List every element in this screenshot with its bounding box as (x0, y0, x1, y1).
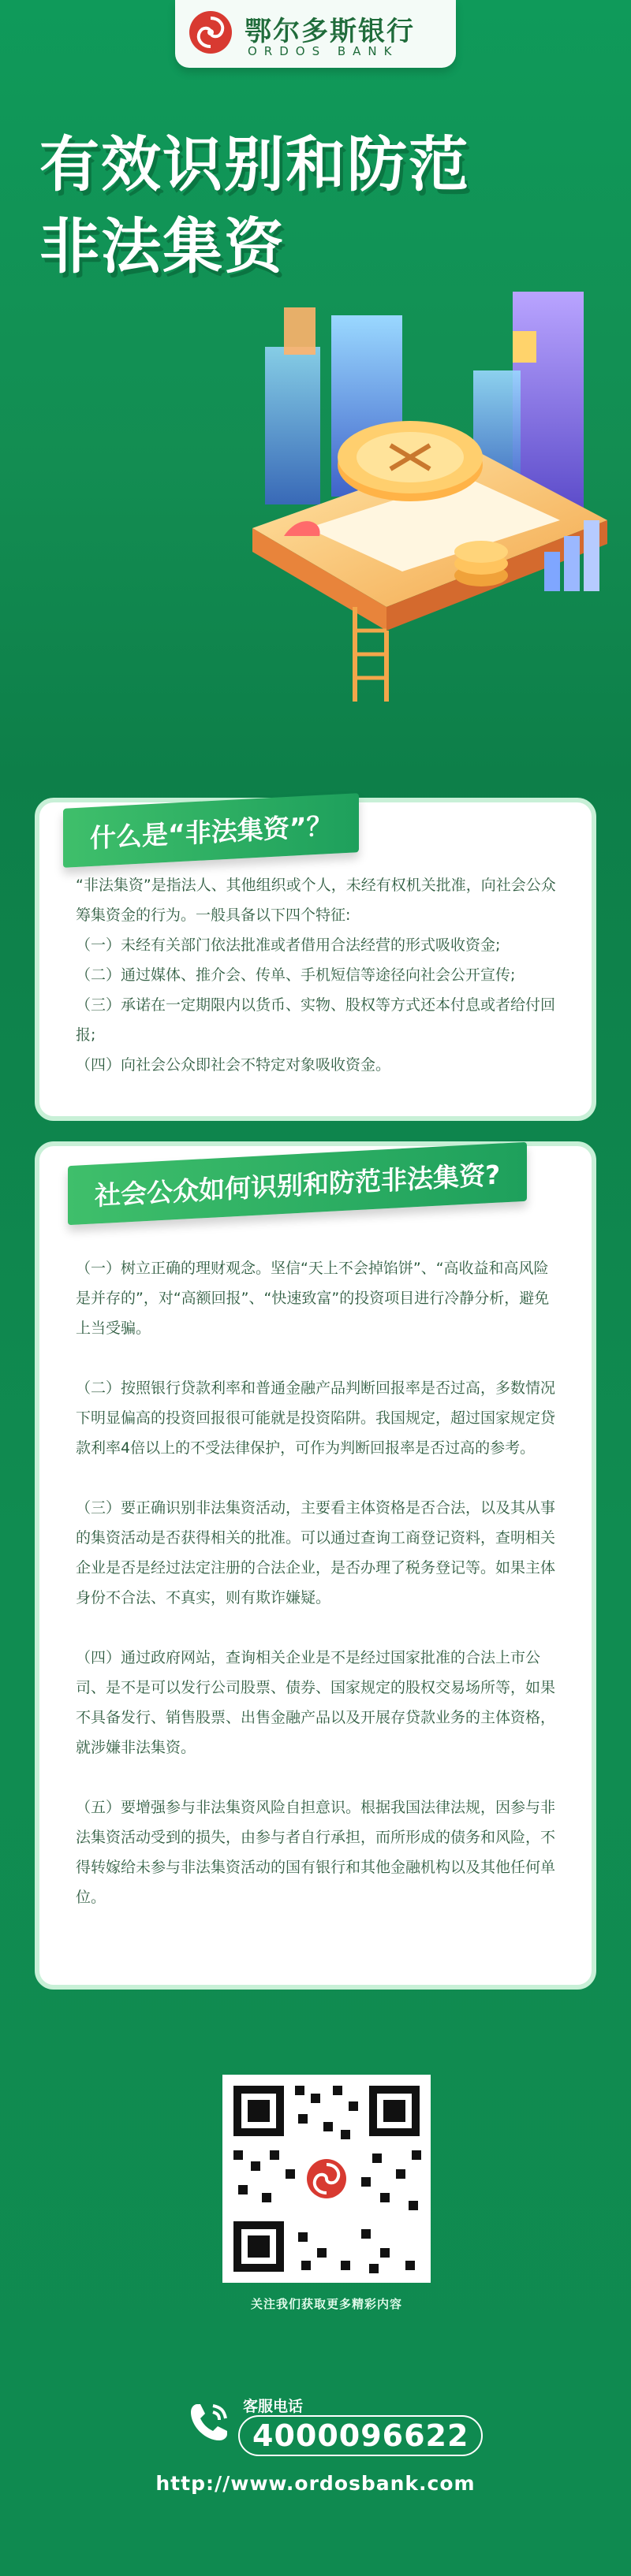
hotline-block[interactable] (186, 2393, 469, 2456)
section1-item: （三）承诺在一定期限内以货币、实物、股权等方式还本付息或者给付回报; (76, 996, 556, 1044)
section1-heading: 什么是“非法集资”？ (63, 793, 359, 868)
section1-paragraph: “非法集资”是指法人、其他组织或个人，未经有权机关批准，向社会公众筹集资金的行为。一般具备以下四个特征: (76, 877, 556, 924)
section2-paragraph: （四）通过政府网站，查询相关企业是不是经过国家批准的合法上市公司、是不是可以发行公司股票、债券、国家规定的股权交易场所等，如果不具备发行、销售股票、出售金融产品以及开展存贷款业务的主体资格，就涉嫌非法集资。 (76, 1649, 556, 1756)
section2-paragraph: （二）按照银行贷款利率和普通金融产品判断回报率是否过高，多数情况下明显偏高的投资回报很可能就是投资陷阱。我国规定，超过国家规定贷款利率4倍以上的不受法律保护，可作为判断回报率是否过高的参考。 (76, 1379, 556, 1457)
section2-body (76, 1253, 558, 1912)
section1-body (76, 870, 558, 1080)
section2-paragraph: （五）要增强参与非法集资风险自担意识。根据我国法律法规，因参与非法集资活动受到的损失，由参与者自行承担，而所形成的债务和风险，不得转嫁给未参与非法集资活动的国有银行和其他金融机构以及其他任何单位。 (76, 1799, 556, 1906)
qr-code-icon[interactable] (222, 2075, 431, 2283)
website-link[interactable]: http://www.ordosbank.com (155, 2472, 476, 2495)
section2-paragraph: （一）树立正确的理财观念。坚信“天上不会掉馅饼”、“高收益和高风险是并存的”，对“高额回报”、“快速致富”的投资项目进行冷静分析，避免上当受骗。 (76, 1260, 550, 1337)
section1-item: （四）向社会公众即社会不特定对象吸收资金。 (76, 1056, 391, 1074)
hero-title-line2: 非法集资 (39, 211, 286, 281)
section2-paragraph: （三）要正确识别非法集资活动，主要看主体资格是否合法，以及其从事的集资活动是否获得相关的批准。可以通过查询工商登记资料，查明相关企业是否是经过法定注册的合法企业，是否办理了税务登记等。如果主体身份不合法、不真实，则有欺诈嫌疑。 (76, 1499, 556, 1606)
section2-heading: 社会公众如何识别和防范非法集资? (68, 1142, 527, 1226)
section1-item: （二）通过媒体、推介会、传单、手机短信等途径向社会公开宣传; (76, 966, 516, 984)
bank-name-cn: 鄂尔多斯银行 (245, 16, 415, 47)
phone-icon (186, 2399, 232, 2445)
bank-name-en: ORDOS BANK (248, 44, 399, 58)
bank-logo-icon (189, 11, 232, 54)
hero-title-line1: 有效识别和防范 (39, 129, 470, 199)
hotline-label: 客服电话 (243, 2398, 304, 2415)
hotline-number[interactable]: 4000096622 (238, 2415, 483, 2456)
qr-caption: 关注我们获取更多精彩内容 (250, 2297, 402, 2311)
bank-logo[interactable] (175, 0, 456, 68)
section1-item: （一）未经有关部门依法批准或者借用合法经营的形式吸收资金; (76, 936, 501, 954)
finance-illustration (237, 260, 615, 702)
